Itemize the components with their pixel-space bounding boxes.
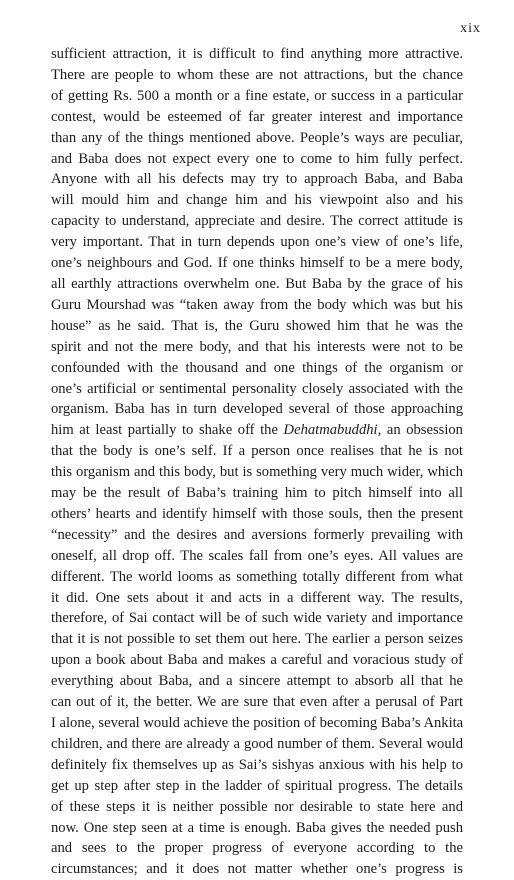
text-line: others’ hearts and identify himself with those souls, then the present <box>51 505 463 522</box>
text-line: upon a book about Baba and makes a careful and voracious study of <box>51 652 463 669</box>
text-line: different. The world looms as something totally different from what <box>51 568 463 585</box>
text-line: it did. One sets about it and acts in a different way. The results, <box>51 589 463 606</box>
text-line: of getting Rs. 500 a month or a fine estate, or success in a particular <box>51 87 463 104</box>
text-line: spirit and not the mere body, and that his interests were not to be <box>51 338 463 355</box>
text-line: this organism and this body, but is something very much wider, which <box>51 464 463 481</box>
text-line: may be the result of Baba’s training him to pitch himself into all <box>51 485 463 502</box>
text-line: house” as he said. That is, the Guru showed him that he was the <box>51 317 463 334</box>
text-line-with-italic <box>51 420 463 441</box>
text-line: “necessity” and the desires and aversions formerly prevailing with <box>51 526 463 543</box>
text-line: oneself, all drop off. The scales fall from one’s eyes. All values are <box>51 547 463 564</box>
text-line: that it is not possible to set them out here. The earlier a person seizes <box>51 631 463 648</box>
text-line: I alone, several would achieve the position of becoming Baba’s Ankita <box>51 715 464 731</box>
text-line: and sees to the proper progress of everyone according to the <box>51 840 463 857</box>
text-line: confounded with the thousand and one things of the organism or <box>51 359 463 376</box>
text-line: of these steps it is neither possible nor desirable to state here and <box>51 798 463 815</box>
text-run: him at least partially to shake off the <box>51 422 284 439</box>
text-line: than any of the things mentioned above. People’s ways are peculiar, <box>51 129 463 146</box>
text-line: very important. That in turn depends upon one’s view of one’s life, <box>51 234 463 251</box>
text-line: children, and there are already a good number of them. Several would <box>51 735 463 752</box>
text-line: therefore, of Sai contact will be of such wide variety and importance <box>51 610 463 627</box>
text-line: can out of it, the better. We are sure that even after a perusal of Part <box>51 694 463 711</box>
text-line: and Baba does not expect every one to come to him fully perfect. <box>51 150 463 167</box>
page-number: xix <box>460 21 481 36</box>
text-line: There are people to whom these are not attractions, but the chance <box>51 66 463 83</box>
text-run: an obsession <box>381 422 463 439</box>
text-line: sufficient attraction, it is difficult to find anything more attractive. <box>51 46 463 62</box>
text-line: one’s neighbours and God. If one thinks himself to be a mere body, <box>51 255 463 272</box>
text-line: Guru Mourshad was “taken away from the body which was but his <box>51 296 463 313</box>
text-line: Anyone with all his defects may try to approach Baba, and Baba <box>51 171 463 188</box>
text-line: get up step after step in the ladder of spiritual progress. The details <box>51 777 463 794</box>
text-line: that the body is one’s self. If a person once realises that he is not <box>51 443 463 460</box>
text-line: definitely fix themselves up as Sai’s sishyas anxious with his help to <box>51 756 463 773</box>
body-paragraph <box>51 44 463 880</box>
text-line: now. One step seen at a time is enough. Baba gives the needed push <box>51 819 463 836</box>
text-line: capacity to understand, appreciate and desire. The correct attitude is <box>51 213 463 230</box>
text-line: one’s artificial or sentimental personality closely associated with the <box>51 380 463 397</box>
text-line: all earthly attractions overwhelm one. But Baba by the grace of his <box>51 275 463 292</box>
text-line: circumstances; and it does not matter whether one’s progress is <box>51 861 463 878</box>
text-line: contest, would be esteemed of far greater interest and importance <box>51 108 463 125</box>
text-line: will mould him and change him and his viewpoint also and his <box>51 192 463 209</box>
text-line: everything about Baba, and a sincere attempt to absorb all that he <box>51 673 463 690</box>
text-line: organism. Baba has in turn developed several of those approaching <box>51 401 463 418</box>
italic-term: Dehatmabuddhi, <box>283 422 382 439</box>
